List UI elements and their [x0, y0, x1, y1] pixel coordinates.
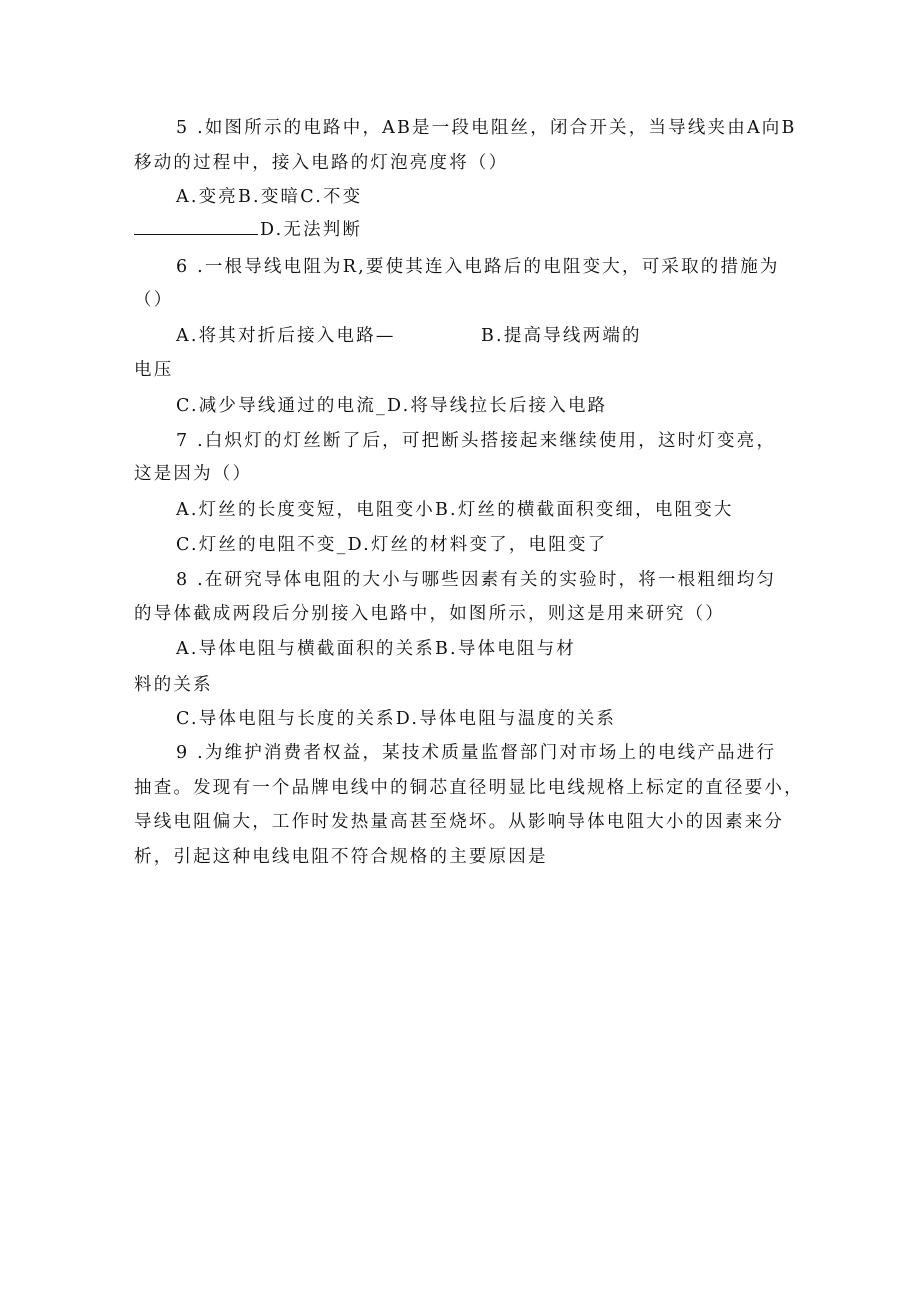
q7-options-ab: A.灯丝的长度变短，电阻变小B.灯丝的横截面积变细，电阻变大: [176, 500, 734, 520]
q5-option-d: D.无法判断: [260, 220, 363, 240]
q6-stem-line2: （）: [134, 290, 174, 310]
q6-stem-line1: 6 .一根导线电阻为R,要使其连入电路后的电阻变大，可采取的措施为: [176, 257, 780, 277]
q7-stem-line1: 7 .白炽灯的灯丝断了后，可把断头搭接起来继续使用，这时灯变亮，: [176, 431, 777, 451]
q5-option-d-line: [134, 218, 362, 242]
q8-options-ab-cont: 料的关系: [134, 675, 213, 695]
q8-options-ab: A.导体电阻与横截面积的关系B.导体电阻与材: [176, 639, 577, 659]
q9-stem-line1: 9 .为维护消费者权益，某技术质量监督部门对市场上的电线产品进行: [176, 743, 777, 763]
q6-option-b-cont: 电压: [134, 360, 174, 380]
q7-options-cd: C.灯丝的电阻不变_D.灯丝的材料变了，电阻变了: [176, 535, 608, 555]
q5-options-abc: A.变亮B.变暗C.不变: [176, 187, 363, 207]
q8-stem-line2: 的导体截成两段后分别接入电路中，如图所示，则这是用来研究（）: [134, 604, 725, 624]
q8-stem-line1: 8 .在研究导体电阻的大小与哪些因素有关的实验时，将一根粗细均匀: [176, 570, 777, 590]
q5-stem-line1: 5 .如图所示的电路中，AB是一段电阻丝，闭合开关，当导线夹由A向B: [176, 118, 797, 138]
q8-options-cd: C.导体电阻与长度的关系D.导体电阻与温度的关系: [176, 709, 617, 729]
answer-blank: [134, 218, 258, 235]
q6-option-b: B.提高导线两端的: [481, 326, 642, 346]
q7-stem-line2: 这是因为（）: [134, 464, 253, 484]
q9-stem-line2: 抽查。发现有一个品牌电线中的铜芯直径明显比电线规格上标定的直径要小，: [134, 778, 804, 798]
q9-stem-line4: 析，引起这种电线电阻不符合规格的主要原因是: [134, 847, 548, 867]
q5-stem-line2: 移动的过程中，接入电路的灯泡亮度将（）: [134, 153, 509, 173]
q6-options-cd: C.减少导线通过的电流_D.将导线拉长后接入电路: [176, 396, 608, 416]
q9-stem-line3: 导线电阻偏大，工作时发热量高甚至烧坏。从影响导体电阻大小的因素来分: [134, 812, 785, 832]
q6-option-a: A.将其对折后接入电路—: [176, 326, 396, 346]
